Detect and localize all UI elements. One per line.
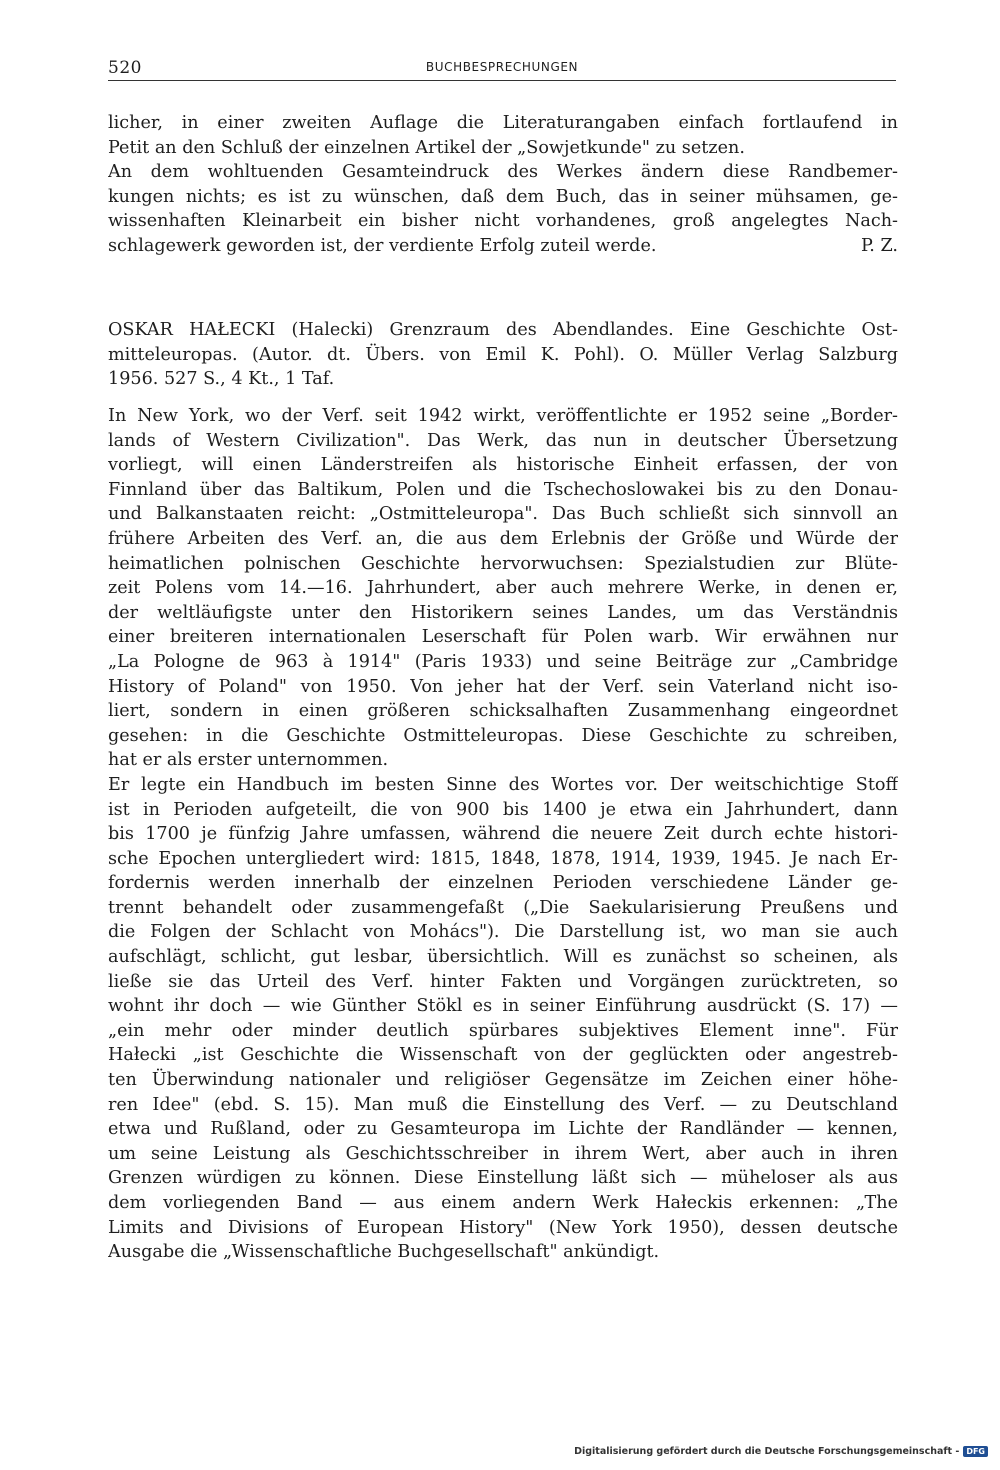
closing-line: [108, 234, 898, 259]
text-line: sche Epochen untergliedert wird: 1815, 1848, 1878, 1914, 1939, 1945. Je nach Er-: [108, 848, 898, 869]
reviewer-signature: P. Z.: [861, 235, 898, 256]
dfg-logo: DFG: [963, 1446, 988, 1457]
heading-line: mitteleuropas. (Autor. dt. Übers. von Emil K. Pohl). O. Müller Verlag Salzburg: [108, 344, 898, 365]
heading-line: OSKAR HAŁECKI (Halecki) Grenzraum des Abendlandes. Eine Geschichte Ost-: [108, 320, 898, 340]
text-line: wohnt ihr doch — wie Günther Stökl es in seiner Einführung ausdrückt (S. 17) —: [108, 996, 898, 1017]
text-line: Er legte ein Handbuch im besten Sinne des Wortes vor. Der weitschichtige Stoff: [108, 774, 898, 795]
heading-line: 1956. 527 S., 4 Kt., 1 Taf.: [108, 369, 335, 390]
text-line: Hałecki „ist Geschichte die Wissenschaft von der geglückten oder angestreb-: [108, 1045, 898, 1066]
text-line: hat er als erster unternommen.: [108, 750, 389, 771]
page-header: [108, 58, 896, 81]
text-line: ten Überwindung nationaler und religiöser Gegensätze im Zeichen einer höhe-: [108, 1070, 898, 1091]
closing-text: schlagewerk geworden ist, der verdiente Erfolg zuteil werde.: [108, 235, 657, 256]
page-number: 520: [108, 58, 142, 78]
text-line: einer breiteren internationalen Leserschaft für Polen warb. Wir erwähnen nur: [108, 627, 898, 648]
text-line: trennt behandelt oder zusammengefaßt („Die Saekularisierung Preußens und: [108, 897, 898, 918]
text-line: dem vorliegenden Band — aus einem andern Werk Hałeckis erkennen: „The: [108, 1193, 898, 1213]
text-line: heimatlichen polnischen Geschichte hervorwuchsen: Spezialstudien zur Blüte-: [108, 553, 898, 574]
text-line: An dem wohltuenden Gesamteindruck des Werkes ändern diese Randbemer-: [108, 162, 898, 183]
text-line: die Folgen der Schlacht von Mohács"). Die Darstellung ist, wo man sie auch: [108, 922, 898, 943]
text-line: History of Poland" von 1950. Von jeher hat der Verf. sein Vaterland nicht iso-: [108, 676, 898, 697]
review-1-tail: [108, 111, 898, 259]
text-line: frühere Arbeiten des Verf. an, die aus dem Erlebnis der Größe und Würde der: [108, 528, 898, 549]
paragraph-2: [108, 773, 898, 1265]
text-line: bis 1700 je fünfzig Jahre umfassen, während die neuere Zeit durch echte histori-: [108, 824, 898, 845]
text-line: „ein mehr oder minder deutlich spürbares subjektives Element inne". Für: [108, 1020, 898, 1041]
text-line: zeit Polens vom 14.—16. Jahrhundert, aber auch mehrere Werke, in denen er,: [108, 578, 898, 599]
text-line: liert, sondern in einen größeren schicksalhaften Zusammenhang eingeordnet: [108, 701, 898, 722]
text-line: Grenzen würdigen zu können. Diese Einstellung läßt sich — müheloser als aus: [108, 1168, 898, 1189]
text-line: ren Idee" (ebd. S. 15). Man muß die Einstellung des Verf. — zu Deutschland: [108, 1094, 898, 1115]
credit-text: Digitalisierung gefördert durch die Deutsche Forschungsgemeinschaft -: [574, 1446, 960, 1457]
text-line: Ausgabe die „Wissenschaftliche Buchgesellschaft" ankündigt.: [108, 1242, 660, 1263]
review-2-heading: [108, 318, 898, 392]
text-line: Finnland über das Baltikum, Polen und die Tschechoslowakei bis zu den Donau-: [108, 479, 898, 500]
text-line: etwa und Rußland, oder zu Gesamteuropa im Lichte der Randländer — kennen,: [108, 1119, 898, 1140]
text-line: gesehen: in die Geschichte Ostmitteleuropas. Diese Geschichte zu schreiben,: [108, 725, 898, 746]
text-line: kungen nichts; es ist zu wünschen, daß dem Buch, das in seiner mühsamen, ge-: [108, 186, 898, 207]
text-line: ließe sie das Urteil des Verf. hinter Fakten und Vorgängen zurücktreten, so: [108, 971, 898, 992]
text-line: um seine Leistung als Geschichtsschreiber in ihrem Wert, aber auch in ihren: [108, 1143, 898, 1164]
paragraph-1: [108, 404, 898, 773]
digitization-credit: [574, 1446, 988, 1457]
text-line: In New York, wo der Verf. seit 1942 wirkt, veröffentlichte er 1952 seine „Border-: [108, 406, 898, 426]
text-line: wissenhaften Kleinarbeit ein bisher nicht vorhandenes, groß angelegtes Nach-: [108, 211, 898, 232]
text-line: aufschlägt, schlicht, gut lesbar, übersichtlich. Will es zunächst so scheinen, als: [108, 947, 898, 968]
review-2-body: [108, 404, 898, 1265]
text-line: licher, in einer zweiten Auflage die Literaturangaben einfach fortlaufend in: [108, 113, 898, 133]
text-line: lands of Western Civilization". Das Werk, das nun in deutscher Übersetzung: [108, 430, 898, 451]
text-line: „La Pologne de 963 à 1914" (Paris 1933) und seine Beiträge zur „Cambridge: [108, 651, 898, 672]
text-line: Petit an den Schluß der einzelnen Artikel der „Sowjetkunde" zu setzen.: [108, 137, 745, 158]
text-line: fordernis werden innerhalb der einzelnen Perioden verschiedene Länder ge-: [108, 873, 898, 894]
text-line: und Balkanstaaten reicht: „Ostmitteleuropa". Das Buch schließt sich sinnvoll an: [108, 504, 898, 525]
text-line: Limits and Divisions of European History" (New York 1950), dessen deutsche: [108, 1217, 898, 1238]
text-line: vorliegt, will einen Länderstreifen als historische Einheit erfassen, der von: [108, 455, 898, 476]
text-line: ist in Perioden aufgeteilt, die von 900 bis 1400 je etwa ein Jahrhundert, dann: [108, 799, 898, 820]
text-line: der weltläufigste unter den Historikern seines Landes, um das Verständnis: [108, 602, 898, 623]
running-head: BUCHBESPRECHUNGEN: [425, 60, 579, 74]
